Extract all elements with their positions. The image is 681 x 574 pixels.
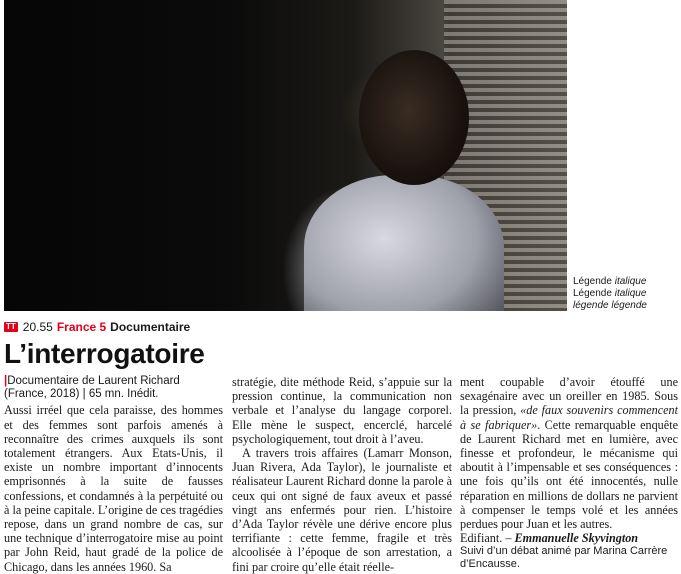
body-paragraph: Aussi irréel que cela paraisse, des hommes et des femmes sont parfois amenés à reconnaître des crimes auxquels ils sont totalement étrangers. Aux Etats-Unis, il existe un nombre important d’innocents emprisonnés à la suite de fausses confessions, et condamnés à la perpétuité ou à la peine capitale. L’origine de ces tragédies repose, dans un grand nombre de cas, sur une technique d’interrogatoire mise au point par John Reid, haut gradé de la police de Chicago, dans les années 1960. Sa xyxy=(4,403,223,574)
body-paragraph: A travers trois affaires (Lamarr Monson, Juan Rivera, Ada Taylor), le journaliste et réalisateur Laurent Richard donne la parole à ceux qui ont signé de faux aveux et passé vingt ans enfermés pour rien. L’histoire d’Ada Taylor révèle une dérive encore plus terrifiante : cette femme, fragile et très alcoolisée à l’époque de son arrestation, a fini par croire qu’elle était réelle- xyxy=(232,446,452,574)
tt-rating-badge: TT xyxy=(6,322,16,331)
man-shirt xyxy=(304,175,504,311)
quote: «de faux souvenirs commencent à se fabriquer» xyxy=(460,403,679,432)
program-genre: Documentaire xyxy=(110,320,191,334)
credits-line: |Documentaire de Laurent Richard (France, 2018) | 65 mn. Inédit. xyxy=(4,375,180,401)
article-photo xyxy=(4,0,567,311)
body-paragraph: ment coupable d’avoir étouffé une sexagénaire avec un oreiller en 1985. Sous la pression, «de faux souvenirs commencent à se fabriquer». Cette remarquable enquête de Laurent Richard met en lumière, avec finesse et profondeur, le mécanisme qui aboutit à l’impensable et ses conséquences : une fois qu’ils ont été innocentés, nulle réparation en millions de dollars ne parvient à compenser le temps volé et les années perdues pour Juan et les autres. xyxy=(460,375,679,532)
broadcast-time: 20.55 xyxy=(22,320,53,334)
text-column-2 xyxy=(232,375,452,574)
signature-line: Edifiant. – Emmanuelle Skyvington xyxy=(460,531,639,546)
article-title: L’interrogatoire xyxy=(4,338,205,369)
followup-note: Suivi d’un débat animé par Marina Carrère d’Encausse. xyxy=(460,545,668,571)
author-name: Emmanuelle Skyvington xyxy=(514,531,639,546)
channel-name: France 5 xyxy=(56,320,107,334)
body-paragraph: stratégie, dite méthode Reid, s’appuie sur la pression continue, la communication non verbale et l’analyse du langage corporel. Elle mène le suspect, encerclé, harcelé psychologiquement, tout droit à l’aveu. xyxy=(232,375,452,446)
program-slug xyxy=(4,319,190,335)
text-column-3 xyxy=(460,375,678,571)
text-column-1 xyxy=(4,375,223,574)
man-head xyxy=(359,50,469,185)
photo-caption: Légende italique Légende italique légende légende xyxy=(573,276,647,311)
